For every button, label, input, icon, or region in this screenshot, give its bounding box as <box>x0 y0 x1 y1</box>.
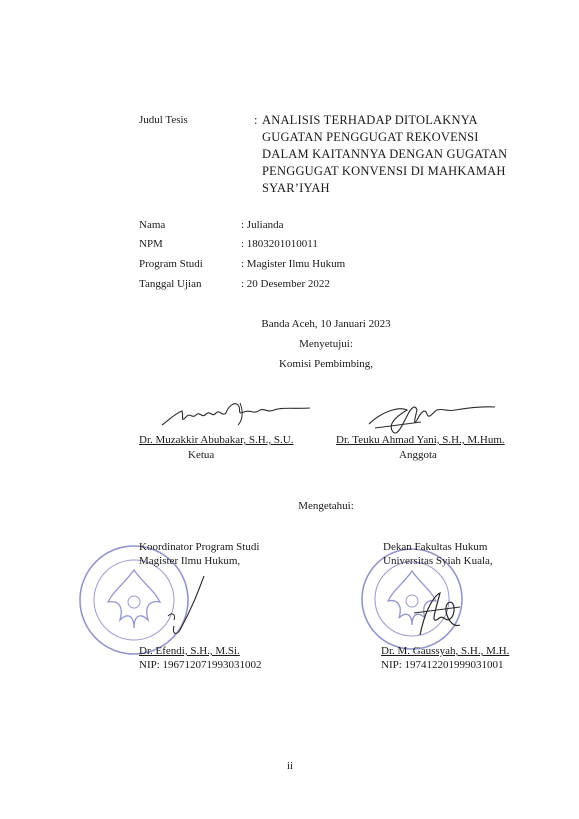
thesis-title-line: ANALISIS TERHADAP DITOLAKNYA <box>262 113 478 127</box>
coordinator-nip: NIP: 196712071993031002 <box>139 659 262 671</box>
dean-title-2: Universitas Syiah Kuala, <box>383 555 493 567</box>
dean-name: Dr. M. Gaussyah, S.H., M.H. <box>381 645 510 657</box>
info-value-npm: : 1803201010011 <box>241 238 318 250</box>
info-label-name: Nama <box>139 219 166 231</box>
coordinator-name: Dr. Efendi, S.H., M.Si. <box>139 645 240 657</box>
thesis-title-label: Judul Tesis <box>139 114 188 126</box>
thesis-title-line: GUGATAN PENGGUGAT REKOVENSI <box>262 130 479 144</box>
info-value-exam-date: : 20 Desember 2022 <box>241 278 330 290</box>
page-number: ii <box>286 760 294 772</box>
dean-title-1: Dekan Fakultas Hukum <box>383 541 488 553</box>
thesis-title-line: DALAM KAITANNYA DENGAN GUGATAN <box>262 147 508 161</box>
approved-label: Menyetujui: <box>299 338 353 350</box>
chair-name: Dr. Muzakkir Abubakar, S.H., S.U. <box>139 434 294 446</box>
place-date: Banda Aceh, 10 Januari 2023 <box>261 318 391 330</box>
member-role: Anggota <box>399 449 437 461</box>
info-value-program: : Magister Ilmu Hukum <box>241 258 346 270</box>
dean-nip: NIP: 197412201999031001 <box>381 659 504 671</box>
info-label-npm: NPM <box>139 238 163 250</box>
coordinator-signature <box>162 572 217 642</box>
coordinator-title-2: Magister Ilmu Hukum, <box>139 555 241 567</box>
coordinator-title-1: Koordinator Program Studi <box>139 541 260 553</box>
acknowledged-label: Mengetahui: <box>298 500 354 512</box>
thesis-title-line: PENGGUGAT KONVENSI DI MAHKAMAH <box>262 164 506 178</box>
info-label-exam-date: Tanggal Ujian <box>139 278 202 290</box>
info-label-program: Program Studi <box>139 258 203 270</box>
committee-label: Komisi Pembimbing, <box>278 358 374 370</box>
thesis-title <box>262 112 507 197</box>
member-name: Dr. Teuku Ahmad Yani, S.H., M.Hum. <box>336 434 505 446</box>
info-value-name: : Julianda <box>241 219 284 231</box>
thesis-title-line: SYAR’IYAH <box>262 181 330 195</box>
thesis-title-colon: : <box>254 113 258 127</box>
chair-role: Ketua <box>188 449 215 461</box>
dean-signature <box>410 585 470 645</box>
